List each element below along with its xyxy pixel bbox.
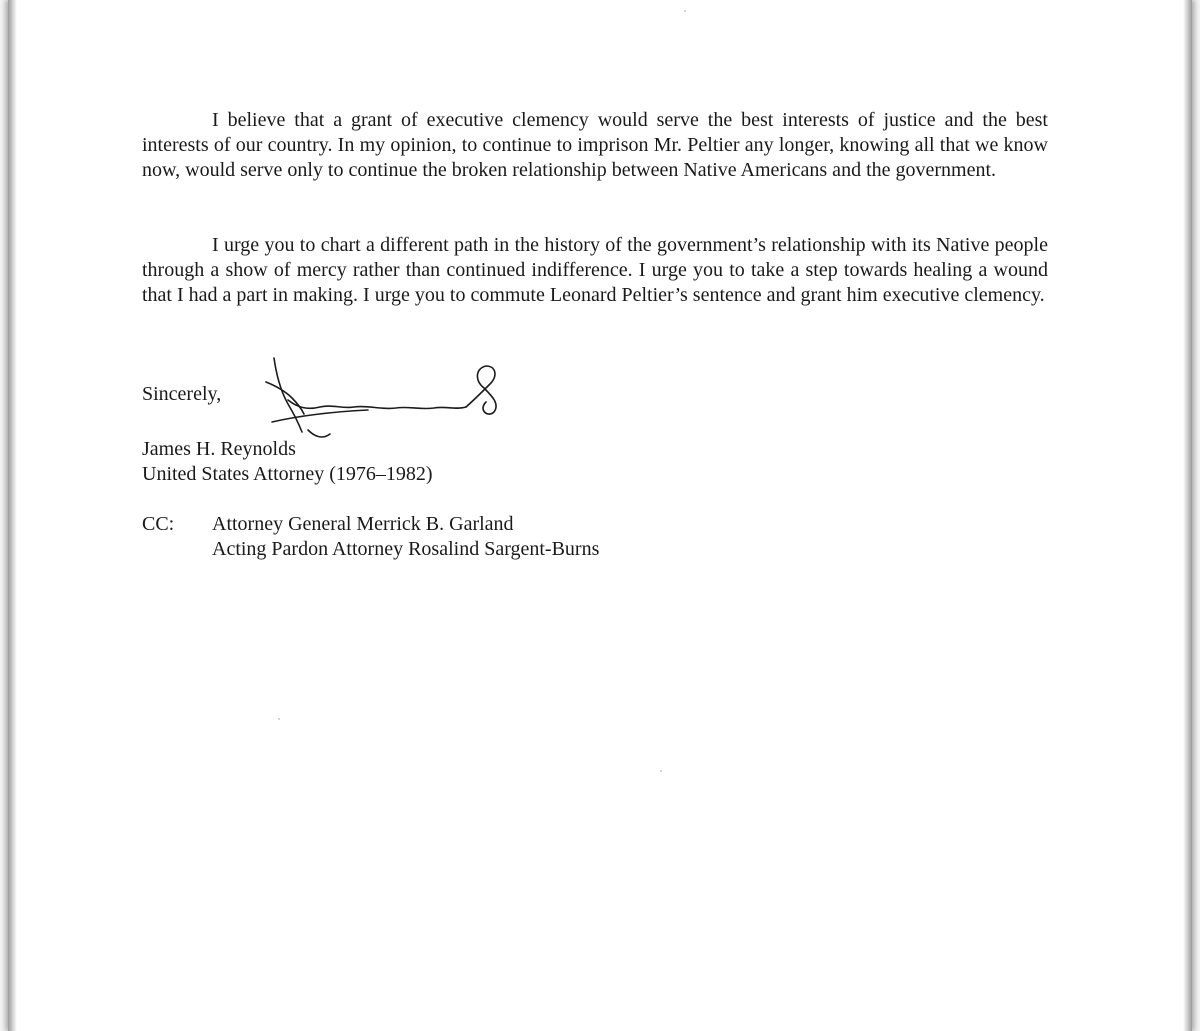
scan-speck [278, 718, 280, 720]
handwritten-signature [258, 352, 518, 442]
body-paragraph-2: I urge you to chart a different path in the history of the government’s relationship with its Native people through a show of mercy rather than continued indifference. I urge you to take a step towards healing a wound that I had a part in making. I urge you to commute Leonard Peltier’s sentence and grant him executive clemency. [142, 234, 1048, 306]
signer-name: James H. Reynolds [142, 438, 296, 460]
signer-title: United States Attorney (1976–1982) [142, 463, 433, 485]
body-paragraph-1: I believe that a grant of executive clemency would serve the best interests of justice and the best interests of our country. In my opinion, to continue to imprison Mr. Peltier any longer, knowing all that we know now, would serve only to continue the broken relationship between Native Americans and the government. [142, 109, 1048, 181]
cc-recipient: Attorney General Merrick B. Garland [212, 513, 514, 535]
cc-label: CC: [142, 513, 175, 535]
page-right-shadow [1183, 0, 1192, 1031]
scan-speck [684, 10, 686, 12]
scan-speck [660, 770, 662, 772]
page-left-shadow [8, 0, 17, 1031]
letter-page [8, 0, 1192, 1031]
closing-salutation: Sincerely, [142, 383, 222, 405]
cc-recipient: Acting Pardon Attorney Rosalind Sargent-Burns [212, 538, 600, 560]
